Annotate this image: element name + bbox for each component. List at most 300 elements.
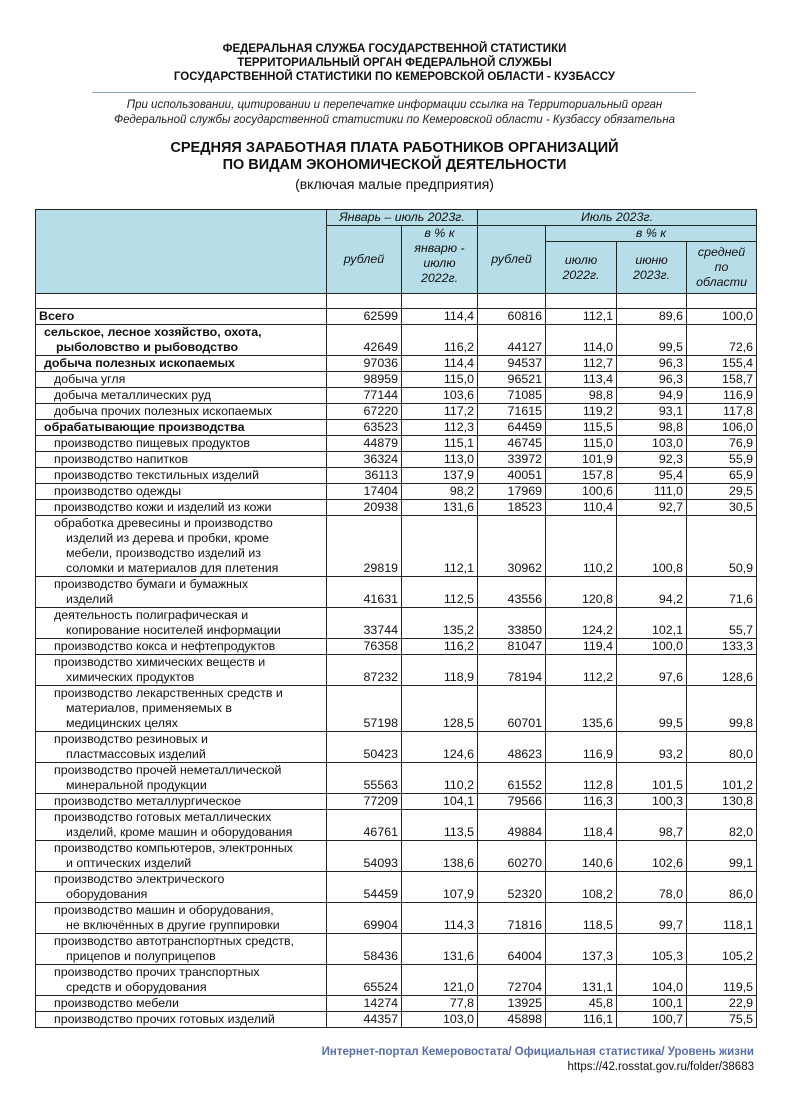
value-pct-region-avg: 99,8: [687, 686, 757, 732]
value-pct-jul-2022: 113,4: [546, 372, 617, 388]
value-pct-jun-2023: 93,1: [617, 404, 687, 420]
value-pct-jul-2022: 135,6: [546, 686, 617, 732]
value-rub-jul: 78194: [478, 655, 546, 686]
value-rub-jul: 60270: [478, 841, 546, 872]
table-row: [36, 872, 757, 903]
value-pct-jul-2022: 108,2: [546, 872, 617, 903]
activity-label-line: изделий, кроме машин и оборудования: [66, 825, 293, 839]
value-pct-region-avg: 82,0: [687, 810, 757, 841]
activity-label-line: медицинских целях: [66, 716, 178, 730]
header-divider: [92, 92, 696, 93]
activity-label: [36, 388, 327, 404]
value-pct-jul-2022: 118,4: [546, 810, 617, 841]
activity-label: [36, 841, 327, 872]
activity-label-line: сельское, лесное хозяйство, охота,: [44, 325, 262, 339]
header-rub2: рублей: [478, 226, 546, 294]
activity-label-line: производство прочих готовых изделий: [54, 1012, 275, 1026]
table-header: [36, 210, 757, 309]
value-rub-janjul: 36324: [327, 452, 402, 468]
value-pct-jul-2022: 112,7: [546, 356, 617, 372]
value-pct-jun-2023: 78,0: [617, 872, 687, 903]
header-region-avg: средней по области: [687, 242, 757, 294]
value-pct-region-avg: 118,1: [687, 903, 757, 934]
value-rub-janjul: 36113: [327, 468, 402, 484]
value-pct-jun-2023: 94,2: [617, 577, 687, 608]
value-pct-jun-2023: 95,4: [617, 468, 687, 484]
activity-label: [36, 484, 327, 500]
table-row: [36, 608, 757, 639]
activity-label-line: производство напитков: [54, 452, 189, 466]
value-pct-region-avg: 128,6: [687, 655, 757, 686]
value-pct-region-avg: 80,0: [687, 732, 757, 763]
table-row: [36, 655, 757, 686]
activity-label-line: прицепов и полуприцепов: [66, 949, 216, 963]
value-rub-janjul: 57198: [327, 686, 402, 732]
table-row: [36, 996, 757, 1012]
activity-label: [36, 732, 327, 763]
activity-label-line: производство металлургическое: [54, 794, 242, 808]
org-line: ГОСУДАРСТВЕННОЙ СТАТИСТИКИ ПО КЕМЕРОВСКОЙ ОБЛАСТИ - КУЗБАССУ: [173, 71, 616, 83]
activity-label: [36, 468, 327, 484]
activity-label: [36, 372, 327, 388]
value-pct-jun-2023: 100,1: [617, 996, 687, 1012]
org-line: ФЕДЕРАЛЬНАЯ СЛУЖБА ГОСУДАРСТВЕННОЙ СТАТИСТИКИ: [222, 43, 567, 55]
activity-label: [36, 436, 327, 452]
value-pct-region-avg: 158,7: [687, 372, 757, 388]
table-row: [36, 452, 757, 468]
value-pct-jul-2022: 112,8: [546, 763, 617, 794]
value-pct-region-avg: 22,9: [687, 996, 757, 1012]
value-pct-jun-2023: 100,7: [617, 1012, 687, 1028]
value-pct-jun-2023: 99,7: [617, 903, 687, 934]
table-row: [36, 577, 757, 608]
value-pct-janjul-2022: 98,2: [402, 484, 478, 500]
table-row: [36, 309, 757, 325]
value-pct-janjul-2022: 131,6: [402, 934, 478, 965]
value-pct-janjul-2022: 114,4: [402, 356, 478, 372]
value-rub-janjul: 77209: [327, 794, 402, 810]
value-pct-janjul-2022: 107,9: [402, 872, 478, 903]
document-title: [0, 140, 789, 174]
org-line: ТЕРРИТОРИАЛЬНЫЙ ОРГАН ФЕДЕРАЛЬНОЙ СЛУЖБЫ: [237, 57, 552, 69]
value-rub-jul: 40051: [478, 468, 546, 484]
activity-label: [36, 934, 327, 965]
value-rub-jul: 45898: [478, 1012, 546, 1028]
value-pct-region-avg: 133,3: [687, 639, 757, 655]
value-pct-jul-2022: 119,2: [546, 404, 617, 420]
activity-label-line: производство готовых металлических: [54, 810, 272, 824]
table-row: [36, 1012, 757, 1028]
value-pct-janjul-2022: 77,8: [402, 996, 478, 1012]
value-pct-jul-2022: 110,4: [546, 500, 617, 516]
value-rub-jul: 81047: [478, 639, 546, 655]
value-pct-janjul-2022: 113,0: [402, 452, 478, 468]
value-pct-janjul-2022: 116,2: [402, 325, 478, 356]
value-pct-janjul-2022: 137,9: [402, 468, 478, 484]
value-rub-jul: 46745: [478, 436, 546, 452]
value-pct-jun-2023: 100,3: [617, 794, 687, 810]
activity-label-line: производство электрического: [54, 872, 225, 886]
activity-label-line: производство химических веществ и: [54, 655, 266, 669]
activity-label-line: производство текстильных изделий: [54, 468, 259, 482]
value-pct-janjul-2022: 113,5: [402, 810, 478, 841]
value-pct-janjul-2022: 104,1: [402, 794, 478, 810]
activity-label-line: производство кожи и изделий из кожи: [54, 500, 272, 514]
activity-label-line: деятельность полиграфическая и: [54, 608, 249, 622]
activity-label-line: производство лекарственных средств и: [54, 686, 283, 700]
value-pct-janjul-2022: 121,0: [402, 965, 478, 996]
value-pct-region-avg: 105,2: [687, 934, 757, 965]
value-pct-jul-2022: 116,1: [546, 1012, 617, 1028]
value-rub-janjul: 14274: [327, 996, 402, 1012]
value-pct-region-avg: 86,0: [687, 872, 757, 903]
value-pct-janjul-2022: 118,9: [402, 655, 478, 686]
value-pct-jun-2023: 98,8: [617, 420, 687, 436]
activity-label-line: производство прочей неметаллической: [54, 763, 282, 777]
value-pct-jun-2023: 100,0: [617, 639, 687, 655]
value-rub-janjul: 44879: [327, 436, 402, 452]
table-row: [36, 404, 757, 420]
table-row: [36, 763, 757, 794]
value-rub-jul: 52320: [478, 872, 546, 903]
value-pct-jun-2023: 99,5: [617, 686, 687, 732]
activity-label: [36, 639, 327, 655]
activity-label-line: пластмассовых изделий: [66, 747, 206, 761]
value-pct-region-avg: 130,8: [687, 794, 757, 810]
value-rub-janjul: 33744: [327, 608, 402, 639]
portal-breadcrumb-link[interactable]: Интернет-портал Кемеровостата/ Официальная статистика/ Уровень жизни: [321, 1046, 754, 1058]
value-rub-jul: 71085: [478, 388, 546, 404]
activity-label: [36, 996, 327, 1012]
value-rub-janjul: 50423: [327, 732, 402, 763]
activity-label-line: производство прочих транспортных: [54, 965, 260, 979]
value-pct-jun-2023: 92,7: [617, 500, 687, 516]
activity-label-line: производство одежды: [54, 484, 182, 498]
value-rub-janjul: 54459: [327, 872, 402, 903]
value-pct-janjul-2022: 112,5: [402, 577, 478, 608]
value-pct-jul-2022: 131,1: [546, 965, 617, 996]
table-row: [36, 484, 757, 500]
value-pct-jun-2023: 92,3: [617, 452, 687, 468]
value-pct-region-avg: 72,6: [687, 325, 757, 356]
value-pct-janjul-2022: 117,2: [402, 404, 478, 420]
activity-label: [36, 420, 327, 436]
value-pct-region-avg: 119,5: [687, 965, 757, 996]
activity-label-line: копирование носителей информации: [66, 623, 281, 637]
activity-label-line: оборудования: [66, 887, 148, 901]
citation-notice: [0, 98, 789, 128]
value-pct-jul-2022: 101,9: [546, 452, 617, 468]
value-rub-janjul: 54093: [327, 841, 402, 872]
value-pct-jun-2023: 101,5: [617, 763, 687, 794]
table-row: [36, 794, 757, 810]
activity-label-line: минеральной продукции: [66, 778, 207, 792]
value-rub-jul: 61552: [478, 763, 546, 794]
table-row: [36, 388, 757, 404]
value-pct-region-avg: 117,8: [687, 404, 757, 420]
value-rub-jul: 33850: [478, 608, 546, 639]
activity-label-line: и оптических изделий: [66, 856, 192, 870]
value-pct-janjul-2022: 115,1: [402, 436, 478, 452]
value-pct-region-avg: 75,5: [687, 1012, 757, 1028]
activity-label-line: изделий: [66, 592, 114, 606]
value-rub-janjul: 42649: [327, 325, 402, 356]
table-row: [36, 372, 757, 388]
value-pct-jun-2023: 102,6: [617, 841, 687, 872]
table-row: [36, 934, 757, 965]
value-rub-janjul: 46761: [327, 810, 402, 841]
activity-label-line: производство мебели: [54, 996, 179, 1010]
notice-line: Федеральной службы государственной статистики по Кемеровской области - Кузбассу обязательна: [113, 114, 676, 126]
value-rub-janjul: 67220: [327, 404, 402, 420]
activity-label: [36, 794, 327, 810]
value-rub-jul: 18523: [478, 500, 546, 516]
value-pct-jul-2022: 100,6: [546, 484, 617, 500]
activity-label: [36, 325, 327, 356]
activity-label: [36, 763, 327, 794]
value-rub-jul: 49884: [478, 810, 546, 841]
value-pct-janjul-2022: 112,1: [402, 516, 478, 577]
value-rub-janjul: 65524: [327, 965, 402, 996]
value-pct-region-avg: 30,5: [687, 500, 757, 516]
value-pct-janjul-2022: 112,3: [402, 420, 478, 436]
value-rub-jul: 79566: [478, 794, 546, 810]
header-activity-cell: [36, 210, 327, 294]
value-pct-jun-2023: 97,6: [617, 655, 687, 686]
value-rub-janjul: 69904: [327, 903, 402, 934]
activity-label-line: Всего: [39, 309, 75, 323]
activity-label-line: добыча полезных ископаемых: [44, 356, 235, 370]
activity-label: [36, 500, 327, 516]
value-pct-janjul-2022: 114,3: [402, 903, 478, 934]
value-rub-jul: 60701: [478, 686, 546, 732]
value-pct-jul-2022: 119,4: [546, 639, 617, 655]
value-pct-jun-2023: 96,3: [617, 356, 687, 372]
value-pct-janjul-2022: 128,5: [402, 686, 478, 732]
header-group-jan-jul: Январь – июль 2023г.: [327, 210, 478, 226]
value-rub-janjul: 62599: [327, 309, 402, 325]
activity-label-line: производство резиновых и: [54, 732, 208, 746]
value-pct-janjul-2022: 131,6: [402, 500, 478, 516]
value-pct-janjul-2022: 135,2: [402, 608, 478, 639]
table-row: [36, 903, 757, 934]
activity-label: [36, 309, 327, 325]
activity-label-line: производство пищевых продуктов: [54, 436, 250, 450]
title-line: ПО ВИДАМ ЭКОНОМИЧЕСКОЙ ДЕЯТЕЛЬНОСТИ: [222, 157, 567, 173]
value-rub-jul: 72704: [478, 965, 546, 996]
value-rub-janjul: 20938: [327, 500, 402, 516]
salary-table: [35, 209, 757, 1028]
value-rub-janjul: 87232: [327, 655, 402, 686]
activity-label-line: мебели, производство изделий из: [66, 546, 261, 560]
value-pct-region-avg: 76,9: [687, 436, 757, 452]
value-pct-jun-2023: 98,7: [617, 810, 687, 841]
value-pct-jul-2022: 112,2: [546, 655, 617, 686]
activity-label-line: не включённых в другие группировки: [66, 918, 280, 932]
table-row: [36, 810, 757, 841]
activity-label-line: химических продуктов: [66, 670, 195, 684]
value-pct-region-avg: 106,0: [687, 420, 757, 436]
header-pct-janjul-2022: [402, 226, 478, 294]
activity-label-line: добыча угля: [54, 372, 126, 386]
header-rub1: рублей: [327, 226, 402, 294]
spacer-row: [36, 294, 757, 309]
table-row: [36, 325, 757, 356]
activity-label-line: соломки и материалов для плетения: [66, 561, 279, 575]
value-pct-jun-2023: 102,1: [617, 608, 687, 639]
value-pct-jul-2022: 157,8: [546, 468, 617, 484]
value-pct-region-avg: 116,9: [687, 388, 757, 404]
value-pct-janjul-2022: 138,6: [402, 841, 478, 872]
value-rub-janjul: 77144: [327, 388, 402, 404]
value-pct-janjul-2022: 115,0: [402, 372, 478, 388]
value-rub-jul: 30962: [478, 516, 546, 577]
value-pct-jun-2023: 103,0: [617, 436, 687, 452]
value-rub-janjul: 98959: [327, 372, 402, 388]
organization-header: [0, 42, 789, 84]
table-body: [36, 309, 757, 1028]
value-pct-jul-2022: 114,0: [546, 325, 617, 356]
activity-label: [36, 872, 327, 903]
value-rub-jul: 96521: [478, 372, 546, 388]
activity-label-line: рыболовство и рыбоводство: [56, 340, 239, 354]
source-url[interactable]: https://42.rosstat.gov.ru/folder/38683: [567, 1061, 754, 1073]
value-pct-jul-2022: 137,3: [546, 934, 617, 965]
value-pct-jul-2022: 124,2: [546, 608, 617, 639]
value-pct-jun-2023: 104,0: [617, 965, 687, 996]
value-rub-jul: 17969: [478, 484, 546, 500]
activity-label-line: производство машин и оборудования,: [54, 903, 274, 917]
value-pct-jun-2023: 93,2: [617, 732, 687, 763]
header-pct-to: в % к: [546, 226, 757, 242]
activity-label-line: обработка древесины и производство: [54, 516, 273, 530]
table-row: [36, 420, 757, 436]
activity-label: [36, 577, 327, 608]
value-pct-jun-2023: 100,8: [617, 516, 687, 577]
value-pct-jun-2023: 111,0: [617, 484, 687, 500]
activity-label-line: производство автотранспортных средств,: [54, 934, 294, 948]
value-rub-janjul: 17404: [327, 484, 402, 500]
value-rub-janjul: 97036: [327, 356, 402, 372]
activity-label: [36, 356, 327, 372]
header-jun-2023: июню 2023г.: [617, 242, 687, 294]
value-pct-jul-2022: 120,8: [546, 577, 617, 608]
value-pct-jul-2022: 112,1: [546, 309, 617, 325]
notice-line: При использовании, цитировании и перепечатке информации ссылка на Территориальный орган: [126, 99, 663, 111]
activity-label: [36, 655, 327, 686]
activity-label-line: материалов, применяемых в: [66, 701, 233, 715]
value-pct-jul-2022: 110,2: [546, 516, 617, 577]
value-pct-jun-2023: 94,9: [617, 388, 687, 404]
value-pct-jul-2022: 98,8: [546, 388, 617, 404]
value-rub-jul: 13925: [478, 996, 546, 1012]
value-rub-jul: 60816: [478, 309, 546, 325]
table-row: [36, 639, 757, 655]
activity-label: [36, 404, 327, 420]
value-pct-janjul-2022: 124,6: [402, 732, 478, 763]
value-pct-jul-2022: 116,3: [546, 794, 617, 810]
table-row: [36, 356, 757, 372]
value-pct-jul-2022: 140,6: [546, 841, 617, 872]
value-pct-jun-2023: 99,5: [617, 325, 687, 356]
table-row: [36, 686, 757, 732]
activity-label-line: добыча прочих полезных ископаемых: [54, 404, 273, 418]
value-pct-jul-2022: 115,0: [546, 436, 617, 452]
value-pct-region-avg: 29,5: [687, 484, 757, 500]
table-row: [36, 436, 757, 452]
value-pct-region-avg: 101,2: [687, 763, 757, 794]
value-pct-region-avg: 50,9: [687, 516, 757, 577]
table-row: [36, 516, 757, 577]
activity-label: [36, 516, 327, 577]
value-pct-janjul-2022: 103,0: [402, 1012, 478, 1028]
activity-label: [36, 965, 327, 996]
value-pct-region-avg: 55,9: [687, 452, 757, 468]
value-pct-region-avg: 65,9: [687, 468, 757, 484]
activity-label-line: производство компьютеров, электронных: [54, 841, 293, 855]
value-rub-jul: 43556: [478, 577, 546, 608]
value-rub-janjul: 58436: [327, 934, 402, 965]
header-jul-2022: июлю 2022г.: [546, 242, 617, 294]
activity-label: [36, 903, 327, 934]
activity-label-line: обрабатывающие производства: [44, 420, 245, 434]
activity-label: [36, 452, 327, 468]
value-pct-region-avg: 99,1: [687, 841, 757, 872]
value-pct-region-avg: 71,6: [687, 577, 757, 608]
activity-label-line: средств и оборудования: [66, 980, 207, 994]
value-rub-janjul: 41631: [327, 577, 402, 608]
activity-label: [36, 686, 327, 732]
value-pct-region-avg: 155,4: [687, 356, 757, 372]
document-subtitle: (включая малые предприятия): [295, 176, 494, 192]
value-rub-janjul: 76358: [327, 639, 402, 655]
table-row: [36, 500, 757, 516]
value-rub-janjul: 55563: [327, 763, 402, 794]
value-pct-region-avg: 100,0: [687, 309, 757, 325]
value-rub-jul: 71615: [478, 404, 546, 420]
value-rub-jul: 64004: [478, 934, 546, 965]
activity-label-line: производство кокса и нефтепродуктов: [54, 639, 276, 653]
value-rub-janjul: 44357: [327, 1012, 402, 1028]
value-rub-jul: 33972: [478, 452, 546, 468]
value-pct-janjul-2022: 103,6: [402, 388, 478, 404]
value-rub-jul: 94537: [478, 356, 546, 372]
value-pct-jun-2023: 96,3: [617, 372, 687, 388]
value-pct-jul-2022: 115,5: [546, 420, 617, 436]
table-row: [36, 732, 757, 763]
table-row: [36, 965, 757, 996]
value-pct-janjul-2022: 110,2: [402, 763, 478, 794]
activity-label-line: добыча металлических руд: [54, 388, 212, 402]
value-rub-jul: 48623: [478, 732, 546, 763]
activity-label: [36, 608, 327, 639]
value-pct-janjul-2022: 116,2: [402, 639, 478, 655]
value-pct-janjul-2022: 114,4: [402, 309, 478, 325]
value-pct-region-avg: 55,7: [687, 608, 757, 639]
table-row: [36, 468, 757, 484]
activity-label: [36, 810, 327, 841]
activity-label-line: изделий из дерева и пробки, кроме: [66, 531, 270, 545]
activity-label-line: производство бумаги и бумажных: [54, 577, 249, 591]
table-row: [36, 841, 757, 872]
value-pct-jul-2022: 45,8: [546, 996, 617, 1012]
title-line: СРЕДНЯЯ ЗАРАБОТНАЯ ПЛАТА РАБОТНИКОВ ОРГАНИЗАЦИЙ: [170, 140, 619, 156]
value-pct-jul-2022: 116,9: [546, 732, 617, 763]
value-pct-jun-2023: 89,6: [617, 309, 687, 325]
value-rub-janjul: 63523: [327, 420, 402, 436]
value-rub-jul: 71816: [478, 903, 546, 934]
header-pct-janjul-2022-label: в % к январю - июлю 2022г.: [414, 226, 465, 285]
